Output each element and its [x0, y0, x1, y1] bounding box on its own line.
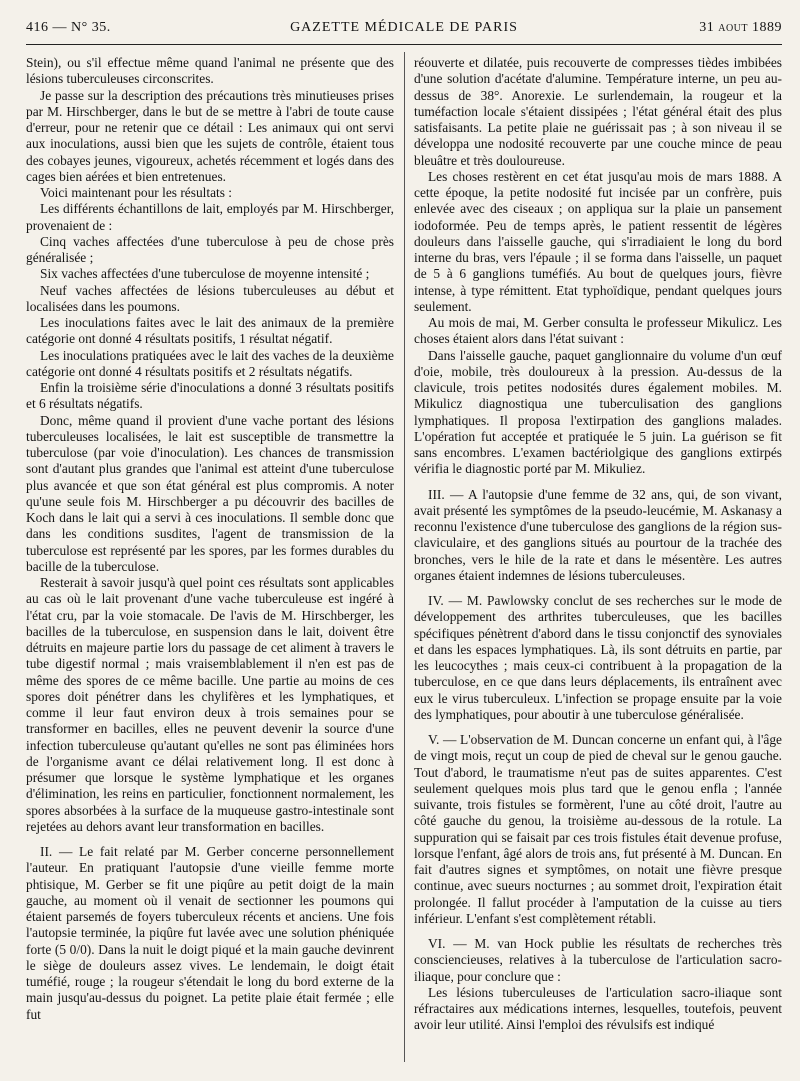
- paragraph: Les choses restèrent en cet état jusqu'au mois de mars 1888. A cette époque, la petite nodosité fut incisée par un confrère, puis enlevée avec des ciseaux ; on appliqua sur la plaie un pansement iodoformée. Peu de temps après, le patient ressentit de légères douleurs dans l'aisselle gauche, qui s'irradiaient le long du bord interne du bras, vers l'épaule ; il se forma dans l'aisselle, un paquet de 5 à 6 ganglions tuméfiés. Au bout de quelques jours, fièvre intense, à type rémittent. Etat typhoïdique, pendant quelques jours seulement.: [414, 168, 782, 314]
- page-header: [26, 18, 782, 45]
- section-paragraph: VI. — M. van Hock publie les résultats de recherches très consciencieuses, relatives à la tuberculose de l'articulation sacro-iliaque, pour conclure que :: [414, 936, 782, 984]
- paragraph: Au mois de mai, M. Gerber consulta le professeur Mikulicz. Les choses étaient alors dans l'état suivant :: [414, 315, 782, 347]
- paragraph: Les inoculations faites avec le lait des animaux de la première catégorie ont donné 4 résultats positifs, 1 résultat négatif.: [26, 315, 394, 347]
- paragraph: Neuf vaches affectées de lésions tuberculeuses au début et localisées dans les poumons.: [26, 282, 394, 314]
- date-day: 31: [699, 20, 715, 35]
- paragraph: Les lésions tuberculeuses de l'articulation sacro-iliaque sont réfractaires aux médications internes, lesquelles, toutefois, peuvent avoir leur utilité. Ainsi l'emploi des révulsifs est indiqué: [414, 984, 782, 1033]
- section-paragraph: III. — A l'autopsie d'une femme de 32 ans, qui, de son vivant, avait présenté les symptômes de la pseudo-leucémie, M. Askanasy a reconnu l'existence d'une tuberculose des ganglions de la région sus-claviculaire, et des ganglions situés au pourtour de la trachée des bronches, vers le hile de la rate et dans le mésentère. Les autres organes étaient indemnes de lésions tuberculeuses.: [414, 486, 782, 583]
- paragraph: Cinq vaches affectées d'une tuberculose à peu de chose près généralisée ;: [26, 233, 394, 265]
- paragraph: Je passe sur la description des précautions très minutieuses prises par M. Hirschberger, dans le but de se mettre à l'abri de toute cause d'erreur, pour ne retenir que ce détail : Les animaux qui ont servi aux inoculations, aussi bien que les sujets de contrôle, étaient tous des cobayes jeunes, vigoureux, achetés récemment et logés dans des cages bien aérées et bien entretenues.: [26, 87, 394, 184]
- date-year: 1889: [752, 20, 782, 35]
- paragraph: Resterait à savoir jusqu'à quel point ces résultats sont applicables au cas où le lait provenant d'une vache tuberculeuse est ingéré à l'état cru, par la voie stomacale. De l'avis de M. Hirschberger, les bacilles de la tuberculose, en suspension dans le lait, doivent être détruits en majeure partie lors du passage de cet aliment à travers le tube digestif normal ; mais vraisemblablement il n'en est pas de même des spores de ce même bacille. Une partie au moins de ces spores doit pénétrer dans les chylifères et les lymphatiques, et comme il leur faut environ deux à trois semaines pour se transformer en bacilles, elles ne peuvent devenir la source d'une infection tuberculeuse qu'autant qu'elles ne sont pas éliminées hors de l'organisme avant ce délai relativement long. Il est donc à présumer que lorsque le système lymphatique et les organes d'élimination, les reins en particulier, fonctionnent normalement, les spores absorbées à la surface de la muqueuse gastro-intestinale sont rejetées au dehors avant leur transformation en bacilles.: [26, 575, 394, 834]
- paragraph: réouverte et dilatée, puis recouverte de compresses tièdes imbibées d'une solution d'acétate d'alumine. Température interne, un peu au-dessus de 38°. Anorexie. Le surlendemain, la rougeur et la tuméfaction locale s'étaient dissipées ; l'état général était des plus satisfaisants. La petite plaie ne guérissait pas ; à son niveau il se développa une nodosité recouverte par une couche mince de peau bleuâtre et très douloureuse.: [414, 55, 782, 168]
- paragraph: Les différents échantillons de lait, employés par M. Hirschberger, provenaient de :: [26, 201, 394, 233]
- section-paragraph: IV. — M. Pawlowsky conclut de ses recherches sur le mode de développement des arthrites tuberculeuses, que les bacilles spécifiques pénètrent d'abord dans le tissu conjonctif des synoviales et dans les espaces lymphatiques. Là, ils sont détruits en partie, par les leucocythes ; mais ceux-ci contribuent à la propagation de la tuberculose, en ce que dans leurs déplacements, ils entraînent avec eux le virus tuberculeux. L'infection se propage ensuite par la voie des lymphatiques, pour aboutir à une tuberculose généralisée.: [414, 593, 782, 722]
- paragraph: Enfin la troisième série d'inoculations a donné 3 résultats positifs et 6 résultats négatifs.: [26, 380, 394, 412]
- paragraph: Les inoculations pratiquées avec le lait des vaches de la deuxième catégorie ont donné 4 résultats positifs et 2 résultats négatifs.: [26, 347, 394, 379]
- right-column: [414, 55, 782, 1034]
- journal-title: GAZETTE MÉDICALE DE PARIS: [290, 20, 518, 35]
- paragraph: Donc, même quand il provient d'une vache portant des lésions tuberculeuses localisées, le lait est susceptible de transmettre la tuberculose (par voie d'inoculation). Les chances de transmission sont d'autant plus grandes que l'animal est atteint d'une tuberculose plus avancée et que son état général est plus compromis. A noter qu'une seule fois M. Hirschberger a pu découvrir des bacilles de Koch dans le lait qui a servi à ces inoculations. Il semble donc que dans les conditions susdites, l'agent de transmission de la tuberculose est représenté par les spores, par les formes durables du bacille de la tuberculose.: [26, 412, 394, 574]
- issue-date: [699, 20, 782, 36]
- page-number: 416 — N° 35.: [26, 20, 111, 35]
- paragraph: Dans l'aisselle gauche, paquet ganglionnaire du volume d'un œuf d'oie, mobile, très douloureux à la pression. Au-dessus de la clavicule, trois petites nodosités dures également mobiles. M. Mikulicz diagnostiqua une tuberculisation des ganglions lymphatiques. Il proposa l'extirpation des ganglions malades. L'opération fut acceptée et pratiquée le 5 juin. La guérison se fit sans encombres. L'examen bactériolgique des ganglions extirpés vérifia le diagnostic porté par M. Mikuliez.: [414, 347, 782, 477]
- section-paragraph: V. — L'observation de M. Duncan concerne un enfant qui, à l'âge de vingt mois, reçut un coup de pied de cheval sur le genou gauche. Tout d'abord, le traumatisme n'eut pas de suites apparentes. C'est seulement quelques mois plus tard que le genou enfla ; l'année suivante, trois fistules se formèrent, l'une au côté droit, l'autre au côté gauche du genou, la troisième au-dessous de la rotule. La suppuration qui se faisait par ces trois fistules était devenue profuse, lorsque l'enfant, âgé alors de trois ans, fut présenté à M. Duncan. En fait d'autres signes et symptômes, on notait une fièvre presque continue, avec sueurs nocturnes ; au sommet droit, l'expiration était prolongée. Il fallut procéder à l'amputation de la cuisse au tiers inférieur. L'enfant s'est complètement rétabli.: [414, 732, 782, 926]
- section-paragraph: II. — Le fait relaté par M. Gerber concerne personnellement l'auteur. En pratiquant l'autopsie d'une vieille femme morte phtisique, M. Gerber se fit une piqûre au petit doigt de la main gauche, au moment où il venait de sectionner les poumons qui étaient parsemés de foyers tuberculeux récents et anciens. Une fois l'autopsie terminée, la piqûre fut lavée avec une solution phéniquée forte (5 0/0). Dans la nuit le doigt piqué et la main gauche devinrent le siège de douleurs assez vives. Le lendemain, le doigt était tuméfié, rouge ; la rougeur s'étendait le long du bord externe de la main jusqu'au-dessus du poignet. La petite plaie était fermée ; elle fut: [26, 844, 394, 1022]
- date-month: AOUT: [718, 23, 748, 34]
- paragraph: Voici maintenant pour les résultats :: [40, 185, 233, 200]
- paragraph: Six vaches affectées d'une tuberculose de moyenne intensité ;: [40, 266, 370, 282]
- left-column: [26, 55, 394, 1023]
- paragraph: Stein), ou s'il effectue même quand l'animal ne présente que des lésions tuberculeuses circonscrites.: [26, 55, 394, 87]
- column-divider: [404, 52, 405, 1062]
